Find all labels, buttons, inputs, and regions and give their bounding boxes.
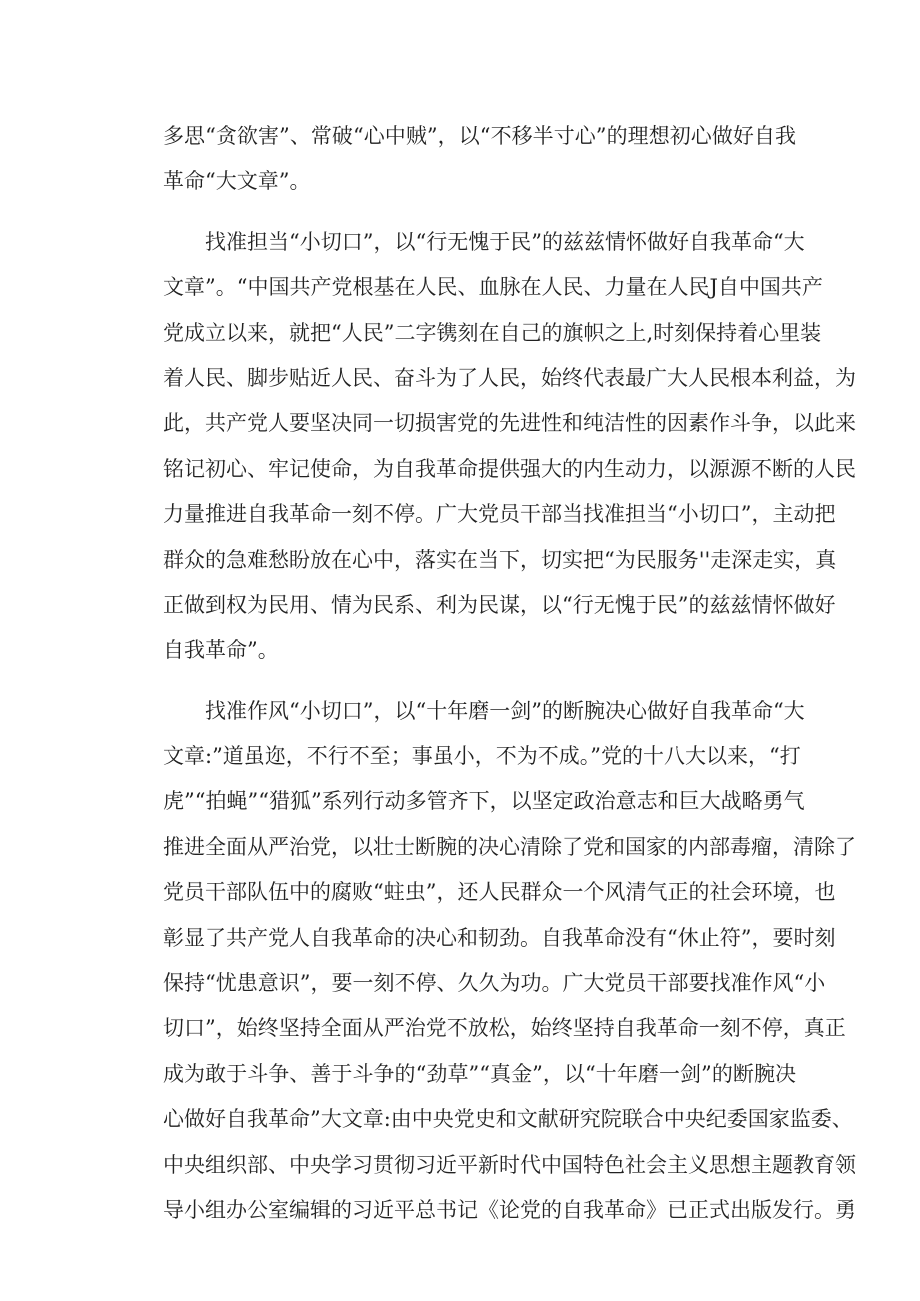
document-page <box>163 114 856 1248</box>
text-line: 推进全面从严治党，以壮士断腕的决心清除了党和国家的内部毒瘤，清除了 <box>163 834 856 859</box>
text-line: 彰显了共产党人自我革命的决心和韧劲。自我革命没有“休止符”，要时刻 <box>163 925 836 950</box>
text-line: 革命“大文章”。 <box>163 169 311 194</box>
text-line: 文章:”道虽迩，不行不至；事虽小，不为不成。”党的十八大以来，“打 <box>163 744 801 769</box>
text-line: 铭记初心、牢记使命，为自我革命提供强大的内生动力，以源源不断的人民 <box>163 456 856 481</box>
text-line: 自我革命”。 <box>163 638 279 663</box>
text-line: 文章”。“中国共产党根基在人民、血脉在人民、力量在人民J自中国共产 <box>163 275 823 300</box>
text-line: 群众的急难愁盼放在心中，落实在当下，切实把“为民服务''走深走实，真 <box>163 547 837 572</box>
text-line: 着人民、脚步贴近人民、奋斗为了人民，始终代表最广大人民根本利益，为 <box>163 365 856 390</box>
paragraph <box>163 689 856 1234</box>
text-line: 导小组办公室编辑的习近平总书记《论党的自我革命》已正式出版发行。勇 <box>163 1197 856 1222</box>
text-line: 此，共产党人要坚决同一切损害党的先进性和纯洁性的因素作斗争，以此来 <box>163 411 856 436</box>
text-line: 保持“忧患意识”，要一刻不停、久久为功。广大党员干部要找准作风“小 <box>163 971 826 996</box>
text-line: 多思“贪欲害”、常破“心中贼”，以“不移半寸心”的理想初心做好自我 <box>163 124 796 148</box>
text-line: 正做到权为民用、情为民系、利为民谋，以“行无愧于民”的兹兹情怀做好 <box>163 592 836 617</box>
text-line: 力量推进自我革命一刻不停。广大党员干部当找准担当“小切口”，主动把 <box>163 502 836 527</box>
text-line: 虎”“拍蝇”“猎狐”系列行动多管齐下，以坚定政治意志和巨大战略勇气 <box>163 789 805 814</box>
text-line: 成为敢于斗争、善于斗争的“劲草”“真金”，以“十年磨一剑”的断腕决 <box>163 1061 796 1086</box>
text-line: 找准作风“小切口”，以“十年磨一剑”的断腕决心做好自我革命“大 <box>205 698 805 723</box>
paragraph <box>163 220 856 674</box>
paragraph <box>163 114 796 205</box>
text-line: 党员干部队伍中的腐败“蛀虫”，还人民群众一个风清气正的社会环境，也 <box>163 880 836 905</box>
text-line: 党成立以来，就把“人民”二字镌刻在自己的旗帜之上,时刻保持着心里装 <box>163 320 822 345</box>
text-line: 中央组织部、中央学习贯彻习近平新时代中国特色社会主义思想主题教育领 <box>163 1152 856 1177</box>
text-line: 心做好自我革命”大文章:由中央党史和文献研究院联合中央纪委国家监委、 <box>163 1107 853 1132</box>
text-line: 切口”，始终坚持全面从严治党不放松，始终坚持自我革命一刻不停，真正 <box>163 1016 846 1041</box>
text-line: 找准担当“小切口”，以“行无愧于民”的兹兹情怀做好自我革命“大 <box>205 229 805 254</box>
